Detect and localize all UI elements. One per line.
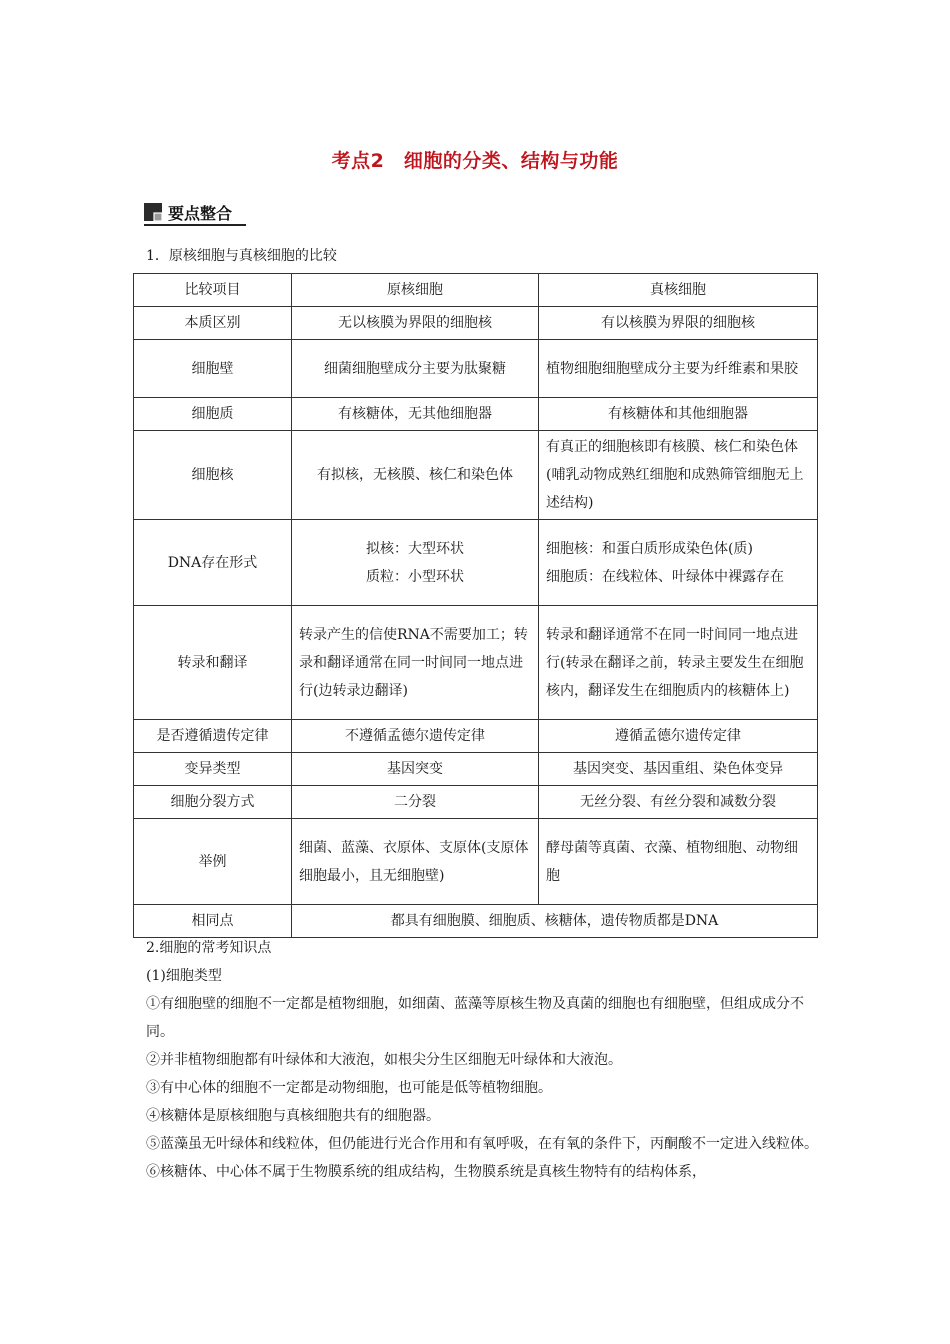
prokaryote-cell: 基因突变 <box>292 753 539 786</box>
eukaryote-cell: 酵母菌等真菌、衣藻、植物细胞、动物细胞 <box>539 819 818 905</box>
prokaryote-line: 质粒：小型环状 <box>366 568 464 585</box>
table-row <box>134 606 818 720</box>
table-row <box>134 398 818 431</box>
notes-subheading: (1)细胞类型 <box>146 968 222 984</box>
section-square-icon <box>144 203 162 221</box>
prokaryote-cell: 有核糖体，无其他细胞器 <box>292 398 539 431</box>
row-item: 细胞核 <box>134 431 292 520</box>
eukaryote-cell: 无丝分裂、有丝分裂和减数分裂 <box>539 786 818 819</box>
prokaryote-cell: 二分裂 <box>292 786 539 819</box>
row-item: 相同点 <box>134 905 292 938</box>
note-item: ①有细胞壁的细胞不一定都是植物细胞，如细菌、蓝藻等原核生物及真菌的细胞也有细胞壁，但组成成分不同。 <box>146 996 804 1040</box>
eukaryote-cell: 转录和翻译通常不在同一时间同一地点进行(转录在翻译之前，转录主要发生在细胞核内，翻译发生在细胞质内的核糖体上) <box>539 606 818 720</box>
table-row <box>134 905 818 938</box>
note-item: ⑤蓝藻虽无叶绿体和线粒体，但仍能进行光合作用和有氧呼吸，在有氧的条件下，丙酮酸不一定进入线粒体。 <box>146 1136 818 1152</box>
table-row <box>134 431 818 520</box>
prokaryote-cell: 无以核膜为界限的细胞核 <box>292 307 539 340</box>
row-item: 本质区别 <box>134 307 292 340</box>
notes-heading: 2.细胞的常考知识点 <box>146 940 272 956</box>
eukaryote-cell: 遵循孟德尔遗传定律 <box>539 720 818 753</box>
comparison-table <box>133 273 818 938</box>
prokaryote-cell: 有拟核，无核膜、核仁和染色体 <box>292 431 539 520</box>
row-item: 细胞壁 <box>134 340 292 398</box>
eukaryote-cell: 基因突变、基因重组、染色体变异 <box>539 753 818 786</box>
table-row <box>134 520 818 606</box>
note-item: ⑥核糖体、中心体不属于生物膜系统的组成结构，生物膜系统是真核生物特有的结构体系， <box>146 1164 706 1180</box>
row-item: 细胞分裂方式 <box>134 786 292 819</box>
prokaryote-cell: 转录产生的信使RNA不需要加工；转录和翻译通常在同一时间同一地点进行(边转录边翻译) <box>292 606 539 720</box>
shared-cell: 都具有细胞膜、细胞质、核糖体，遗传物质都是DNA <box>292 905 818 938</box>
row-item: 变异类型 <box>134 753 292 786</box>
row-item: DNA存在形式 <box>134 520 292 606</box>
table-header-row <box>134 274 818 307</box>
header-eukaryote: 真核细胞 <box>539 274 818 307</box>
eukaryote-line: 细胞核：和蛋白质形成染色体(质) <box>546 540 753 557</box>
row-item: 举例 <box>134 819 292 905</box>
note-item: ③有中心体的细胞不一定都是动物细胞，也可能是低等植物细胞。 <box>146 1080 552 1096</box>
table-row <box>134 819 818 905</box>
note-item: ④核糖体是原核细胞与真核细胞共有的细胞器。 <box>146 1108 440 1124</box>
eukaryote-cell: 有以核膜为界限的细胞核 <box>539 307 818 340</box>
row-item: 是否遵循遗传定律 <box>134 720 292 753</box>
prokaryote-cell: 细菌细胞壁成分主要为肽聚糖 <box>292 340 539 398</box>
table-caption: 1．原核细胞与真核细胞的比较 <box>146 248 337 264</box>
header-item: 比较项目 <box>134 274 292 307</box>
section-underline <box>144 224 246 226</box>
table-row <box>134 720 818 753</box>
prokaryote-cell: 细菌、蓝藻、衣原体、支原体(支原体细胞最小，且无细胞壁) <box>292 819 539 905</box>
note-item: ②并非植物细胞都有叶绿体和大液泡，如根尖分生区细胞无叶绿体和大液泡。 <box>146 1052 622 1068</box>
table-row <box>134 786 818 819</box>
table-row <box>134 340 818 398</box>
table-row <box>134 753 818 786</box>
section-heading-label: 要点整合 <box>168 204 233 223</box>
prokaryote-cell: 不遵循孟德尔遗传定律 <box>292 720 539 753</box>
header-prokaryote: 原核细胞 <box>292 274 539 307</box>
row-item: 细胞质 <box>134 398 292 431</box>
eukaryote-line: 细胞质：在线粒体、叶绿体中裸露存在 <box>546 568 784 585</box>
row-item: 转录和翻译 <box>134 606 292 720</box>
section-heading <box>144 200 246 226</box>
eukaryote-cell: 植物细胞细胞壁成分主要为纤维素和果胶 <box>539 340 818 398</box>
prokaryote-cell <box>292 520 539 606</box>
table-row <box>134 307 818 340</box>
eukaryote-cell: 有核糖体和其他细胞器 <box>539 398 818 431</box>
eukaryote-cell <box>539 520 818 606</box>
page-title: 考点2 细胞的分类、结构与功能 <box>331 150 619 172</box>
eukaryote-cell: 有真正的细胞核即有核膜、核仁和染色体(哺乳动物成熟红细胞和成熟筛管细胞无上述结构) <box>539 431 818 520</box>
knowledge-notes <box>146 934 822 1186</box>
prokaryote-line: 拟核：大型环状 <box>366 540 464 557</box>
